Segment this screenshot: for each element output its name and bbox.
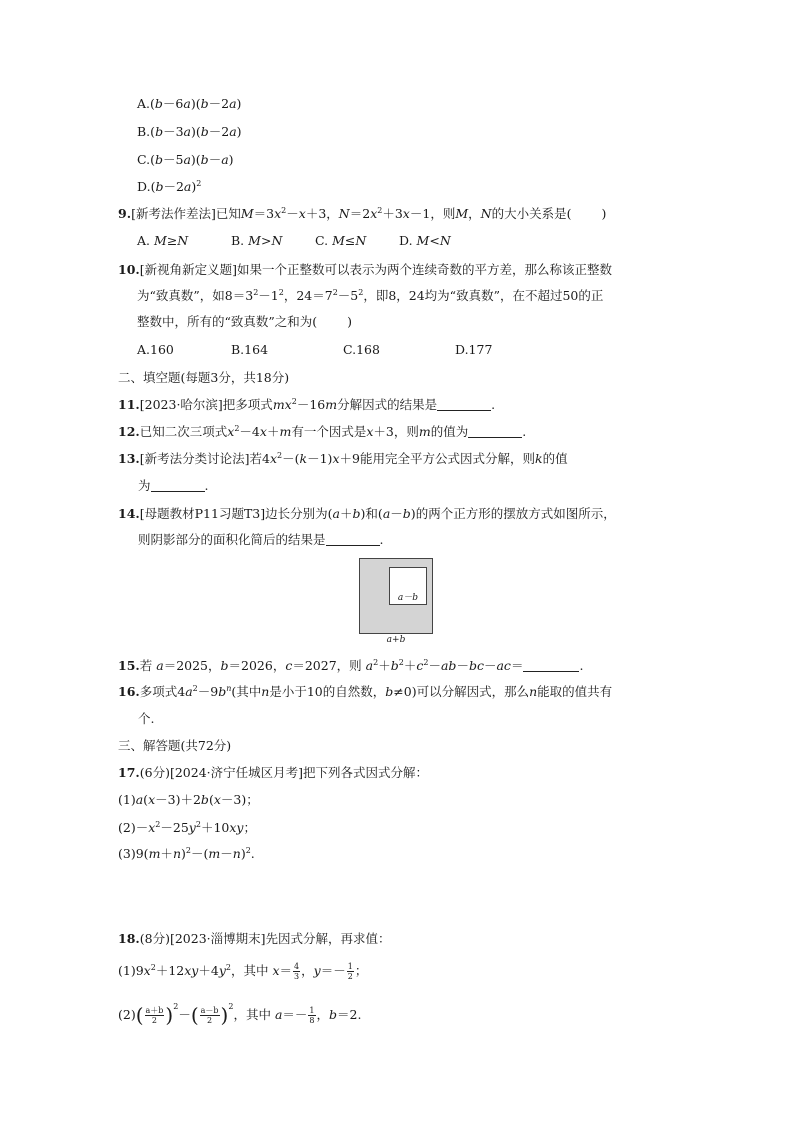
q12-answer-blank[interactable] bbox=[468, 425, 522, 438]
section-fill-in-heading: 二、填空题(每题3分，共18分) bbox=[118, 370, 290, 385]
q8-option-b: B.(b－3a)(b－2a) bbox=[137, 124, 242, 139]
q9-stem: 9.[新考法作差法]已知$M=3x^2-x+3$，$N=2x^2+3x-1$，则M，N的大小关系是( ) bbox=[118, 206, 607, 221]
q13-line1: 13.[新考法分类讨论法]若$4x^2-(k-1)x+9$能用完全平方公式因式分解，则k的值 bbox=[118, 451, 568, 466]
q14-figure-outer-square bbox=[359, 558, 433, 634]
q15: 15.若 a＝2025，b＝2026，c＝2027，则 $a^2+b^2+c^2-ab-bc-ac=$ . bbox=[118, 658, 584, 673]
q8-option-a: A.(b－6a)(b－2a) bbox=[137, 96, 242, 111]
q17-stem: 17.(6分)[2024·济宁任城区月考]把下列各式因式分解： bbox=[118, 765, 429, 780]
q14-inner-label: a－b bbox=[397, 593, 419, 603]
q18-stem: 18.(8分)[2023·淄博期末]先因式分解，再求值： bbox=[118, 931, 391, 946]
q11: 11.[2023·哈尔滨]把多项式$mx^2-16m$分解因式的结果是 . bbox=[118, 397, 496, 412]
q18-part2: (2)( $\frac{a+b}{2}$ )$^2$－( $\frac{a-b}{2}$ )$^2$，其中 a＝－ $\frac{1}{8}$ ，b＝2. bbox=[118, 1002, 362, 1027]
q12: 12.已知二次三项式$x^2-4x+m$有一个因式是x＋3，则m的值为 . bbox=[118, 424, 527, 439]
q14-outer-label: a+b bbox=[386, 635, 406, 645]
q14-line2: 则阴影部分的面积化简后的结果是 . bbox=[138, 532, 384, 547]
q15-answer-blank[interactable] bbox=[523, 659, 579, 672]
q18-part1: $(1)9x^2+12xy+4y^2$，其中 x＝ $\frac{4}{3}$ ，y＝－ $\frac{1}{2}$ ； bbox=[118, 962, 368, 981]
q10-line3: 整数中，所有的“致真数”之和为( ) bbox=[137, 314, 353, 329]
q14-line1: 14.[母题教材P11习题T3]边长分别为(a＋b)和(a－b)的两个正方形的摆放方式如图所示， bbox=[118, 506, 616, 521]
q8-option-c: C.(b－5a)(b－a) bbox=[137, 152, 234, 167]
q17-part3: $(3)9(m+n)^2-(m-n)^2$. bbox=[118, 846, 255, 861]
q8-option-d: $D.(b-2a)^2$ bbox=[137, 179, 202, 194]
q10-line1: 10.[新视角新定义题]如果一个正整数可以表示为两个连续奇数的平方差，那么称该正整数 bbox=[118, 262, 613, 277]
q11-answer-blank[interactable] bbox=[437, 398, 491, 411]
q14-figure-inner-square bbox=[389, 567, 427, 605]
q16-line2: 个. bbox=[138, 711, 155, 726]
q13-line2: 为 . bbox=[138, 478, 209, 493]
q17-part2: $(2)-x^2-25y^2+10xy$； bbox=[118, 820, 256, 835]
q16-line1: 16.多项式$4a^2-9b^n$(其中n是小于10的自然数，b≠0)可以分解因式，那么n能取的值共有 bbox=[118, 684, 613, 699]
q10-line2: 为“致真数”，如$8=3^2-1^2$，$24=7^2-5^2$，即8，24均为“致真数”，在不超过50的正 bbox=[137, 288, 604, 303]
q14-answer-blank[interactable] bbox=[326, 533, 380, 546]
section-solution-heading: 三、解答题(共72分) bbox=[118, 738, 232, 753]
q17-part1: (1)a(x－3)＋2b(x－3)； bbox=[118, 792, 259, 807]
q13-answer-blank[interactable] bbox=[151, 479, 205, 492]
